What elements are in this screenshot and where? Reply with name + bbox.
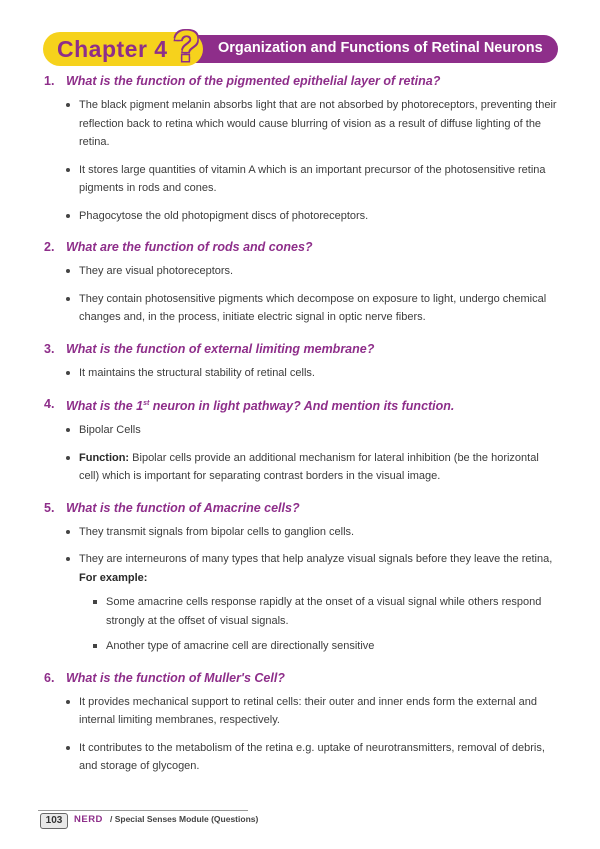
question-heading	[44, 340, 559, 358]
function-label: Function:	[79, 451, 130, 464]
ordinal-suffix: st	[143, 400, 150, 407]
question-list	[44, 72, 559, 785]
answer-item-text: They are interneurons of many types that help analyze visual signals before they leave the retina,	[79, 553, 553, 566]
answer-item: They are visual photoreceptors.	[64, 262, 559, 281]
chapter-label: Chapter 4	[57, 36, 168, 62]
question-number: 1.	[44, 74, 55, 88]
answer-item: It provides mechanical support to retinal cells: their outer and inner ends form the external and internal limiting membranes, respectively.	[64, 693, 559, 730]
answer-item-function	[64, 449, 559, 486]
answer-list	[44, 523, 559, 656]
answer-item: The black pigment melanin absorbs light that are not absorbed by photoreceptors, preventing their reflection back to retina which would cause blurring of vision as a result of diffuse lighting of the retina.	[64, 96, 559, 152]
question-3	[44, 340, 559, 383]
question-6	[44, 669, 559, 776]
question-mark-icon: ?	[173, 22, 200, 71]
example-item: Another type of amacrine cell are directionally sensitive	[91, 637, 559, 656]
page-number: 103	[40, 813, 68, 829]
chapter-header	[43, 22, 558, 71]
question-2	[44, 238, 559, 327]
question-number: 2.	[44, 240, 55, 254]
question-number: 4.	[44, 397, 55, 411]
chapter-title: Organization and Functions of Retinal Neurons	[218, 40, 543, 56]
question-heading	[44, 72, 559, 90]
answer-item: They contain photosensitive pigments which decompose on exposure to light, undergo chemical changes and, in the process, initiate electric signal in optic nerve fibers.	[64, 290, 559, 327]
chapter-title-bar	[193, 35, 558, 63]
answer-item: They transmit signals from bipolar cells to ganglion cells.	[64, 523, 559, 542]
question-text-end: neuron in light pathway? And mention its function.	[149, 399, 455, 414]
answer-list	[44, 693, 559, 776]
answer-item: Phagocytose the old photopigment discs of photoreceptors.	[64, 207, 559, 226]
brand-logo: NERD	[74, 814, 103, 825]
question-4	[44, 395, 559, 486]
question-text: What is the function of Muller's Cell?	[66, 670, 285, 685]
question-text: What are the function of rods and cones?	[66, 240, 313, 254]
question-heading	[44, 499, 559, 517]
answer-item-examples	[64, 550, 559, 656]
answer-list	[44, 421, 559, 486]
question-heading	[44, 395, 559, 415]
question-1	[44, 72, 559, 225]
answer-item: It maintains the structural stability of retinal cells.	[64, 364, 559, 383]
question-number: 6.	[44, 670, 55, 685]
function-text: Bipolar cells provide an additional mechanism for lateral inhibition (be the horizontal cell) which is important for separating contrast borders in the visual image.	[79, 451, 539, 483]
example-label: For example:	[79, 571, 148, 584]
answer-item: Bipolar Cells	[64, 421, 559, 440]
question-text: What is the function of the pigmented epithelial layer of retina?	[66, 74, 441, 88]
answer-item: It stores large quantities of vitamin A which is an important precursor of the photosensitive retina pigments in rods and cones.	[64, 161, 559, 198]
example-item: Some amacrine cells response rapidly at the onset of a visual signal while others respond strongly at the offset of visual signals.	[91, 593, 559, 630]
example-list	[79, 593, 559, 656]
question-text: What is the function of Amacrine cells?	[66, 500, 300, 515]
answer-list	[44, 364, 559, 383]
question-5	[44, 499, 559, 656]
question-number: 3.	[44, 341, 55, 356]
question-text-start: What is the 1	[66, 399, 144, 414]
page-footer	[38, 810, 259, 828]
question-text	[66, 395, 454, 415]
answer-list	[44, 96, 559, 225]
module-name: / Special Senses Module (Questions)	[110, 814, 259, 824]
answer-list	[44, 262, 559, 327]
question-heading	[44, 669, 559, 687]
question-number: 5.	[44, 500, 55, 515]
question-text: What is the function of external limiting membrane?	[66, 341, 375, 356]
answer-item: It contributes to the metabolism of the retina e.g. uptake of neurotransmitters, removal of debris, and storage of glycogen.	[64, 739, 559, 776]
question-heading	[44, 238, 559, 256]
footer-divider	[38, 810, 248, 811]
